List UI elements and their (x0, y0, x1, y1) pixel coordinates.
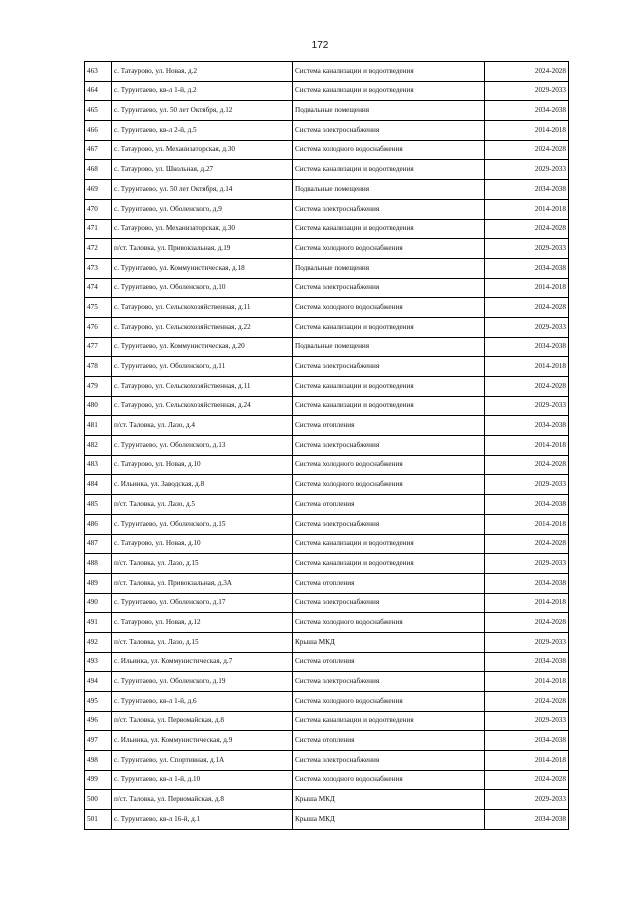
address-cell: с. Ильинка, ул. Коммунистическая, д.9 (112, 731, 293, 751)
table-row (85, 652, 569, 672)
period-cell: 2014-2018 (485, 357, 569, 377)
system-cell: Система отопления (293, 652, 485, 672)
system-cell: Система отопления (293, 416, 485, 436)
table-row (85, 62, 569, 82)
address-cell: с. Турунтаево, кв-л 1-й, д.6 (112, 692, 293, 712)
period-cell: 2034-2038 (485, 731, 569, 751)
address-cell: п/ст. Таловка, ул. Лазо, д.5 (112, 495, 293, 515)
table-row (85, 180, 569, 200)
table-row (85, 101, 569, 121)
address-cell: п/ст. Таловка, ул. Лазо, д.15 (112, 554, 293, 574)
system-cell: Система холодного водоснабжения (293, 140, 485, 160)
table-row (85, 790, 569, 810)
row-number-cell: 471 (85, 219, 112, 239)
row-number-cell: 499 (85, 770, 112, 790)
row-number-cell: 479 (85, 377, 112, 397)
row-number-cell: 484 (85, 475, 112, 495)
row-number-cell: 472 (85, 239, 112, 259)
period-cell: 2029-2033 (485, 711, 569, 731)
address-cell: с. Татаурово, ул. Сельскохозяйственная, д.11 (112, 377, 293, 397)
row-number-cell: 492 (85, 632, 112, 652)
table-row (85, 495, 569, 515)
period-cell: 2024-2028 (485, 534, 569, 554)
period-cell: 2024-2028 (485, 455, 569, 475)
address-cell: с. Татаурово, ул. Новая, д.10 (112, 455, 293, 475)
row-number-cell: 477 (85, 337, 112, 357)
address-cell: с. Турунтаево, ул. Оболенского, д.19 (112, 672, 293, 692)
period-cell: 2029-2033 (485, 790, 569, 810)
period-cell: 2034-2038 (485, 810, 569, 830)
row-number-cell: 487 (85, 534, 112, 554)
row-number-cell: 468 (85, 160, 112, 180)
row-number-cell: 496 (85, 711, 112, 731)
system-cell: Крыша МКД (293, 790, 485, 810)
address-cell: с. Турунтаево, кв-л 1-й, д.2 (112, 81, 293, 101)
address-cell: с. Турунтаево, ул. Коммунистическая, д.18 (112, 258, 293, 278)
system-cell: Система холодного водоснабжения (293, 613, 485, 633)
system-cell: Подвальные помещения (293, 101, 485, 121)
table-row (85, 593, 569, 613)
table-row (85, 436, 569, 456)
row-number-cell: 493 (85, 652, 112, 672)
address-cell: с. Турунтаево, ул. Оболенского, д.9 (112, 199, 293, 219)
system-cell: Система канализации и водоотведения (293, 396, 485, 416)
period-cell: 2029-2033 (485, 632, 569, 652)
table-row (85, 731, 569, 751)
address-cell: с. Татаурово, ул. Новая, д.2 (112, 62, 293, 82)
period-cell: 2014-2018 (485, 199, 569, 219)
table-row (85, 160, 569, 180)
row-number-cell: 490 (85, 593, 112, 613)
registry-table (84, 61, 569, 830)
period-cell: 2034-2038 (485, 573, 569, 593)
system-cell: Система электроснабжения (293, 278, 485, 298)
table-row (85, 416, 569, 436)
system-cell: Система электроснабжения (293, 357, 485, 377)
period-cell: 2014-2018 (485, 672, 569, 692)
table-row (85, 199, 569, 219)
table-row (85, 396, 569, 416)
row-number-cell: 463 (85, 62, 112, 82)
row-number-cell: 478 (85, 357, 112, 377)
table-row (85, 121, 569, 141)
table-row (85, 455, 569, 475)
address-cell: с. Турунтаево, ул. Оболенского, д.10 (112, 278, 293, 298)
row-number-cell: 482 (85, 436, 112, 456)
period-cell: 2034-2038 (485, 416, 569, 436)
period-cell: 2024-2028 (485, 219, 569, 239)
period-cell: 2024-2028 (485, 140, 569, 160)
address-cell: п/ст. Таловка, ул. Первомайская, д.8 (112, 711, 293, 731)
row-number-cell: 470 (85, 199, 112, 219)
table-row (85, 534, 569, 554)
system-cell: Система холодного водоснабжения (293, 475, 485, 495)
system-cell: Система холодного водоснабжения (293, 692, 485, 712)
row-number-cell: 497 (85, 731, 112, 751)
address-cell: п/ст. Таловка, ул. Лазо, д.4 (112, 416, 293, 436)
period-cell: 2024-2028 (485, 613, 569, 633)
address-cell: с. Турунтаево, ул. Оболенского, д.13 (112, 436, 293, 456)
table-row (85, 573, 569, 593)
system-cell: Система электроснабжения (293, 121, 485, 141)
table-row (85, 770, 569, 790)
system-cell: Система электроснабжения (293, 514, 485, 534)
address-cell: п/ст. Таловка, ул. Привокзальная, д.3А (112, 573, 293, 593)
period-cell: 2024-2028 (485, 62, 569, 82)
table-row (85, 632, 569, 652)
period-cell: 2034-2038 (485, 258, 569, 278)
address-cell: с. Турунтаево, ул. Спортивная, д.1А (112, 751, 293, 771)
system-cell: Система холодного водоснабжения (293, 770, 485, 790)
row-number-cell: 480 (85, 396, 112, 416)
system-cell: Система электроснабжения (293, 672, 485, 692)
period-cell: 2024-2028 (485, 770, 569, 790)
table-row (85, 672, 569, 692)
period-cell: 2014-2018 (485, 514, 569, 534)
system-cell: Система канализации и водоотведения (293, 62, 485, 82)
table-row (85, 711, 569, 731)
system-cell: Подвальные помещения (293, 180, 485, 200)
row-number-cell: 495 (85, 692, 112, 712)
table-row (85, 810, 569, 830)
period-cell: 2029-2033 (485, 160, 569, 180)
system-cell: Система канализации и водоотведения (293, 377, 485, 397)
table-row (85, 219, 569, 239)
address-cell: п/ст. Таловка, ул. Первомайская, д.8 (112, 790, 293, 810)
system-cell: Система холодного водоснабжения (293, 455, 485, 475)
system-cell: Система электроснабжения (293, 436, 485, 456)
address-cell: с. Татаурово, ул. Сельскохозяйственная, д.11 (112, 298, 293, 318)
row-number-cell: 473 (85, 258, 112, 278)
row-number-cell: 498 (85, 751, 112, 771)
system-cell: Подвальные помещения (293, 337, 485, 357)
period-cell: 2034-2038 (485, 337, 569, 357)
row-number-cell: 467 (85, 140, 112, 160)
table-row (85, 475, 569, 495)
table-row (85, 337, 569, 357)
system-cell: Система канализации и водоотведения (293, 81, 485, 101)
address-cell: п/ст. Таловка, ул. Привокзальная, д.19 (112, 239, 293, 259)
period-cell: 2029-2033 (485, 475, 569, 495)
row-number-cell: 475 (85, 298, 112, 318)
period-cell: 2024-2028 (485, 377, 569, 397)
period-cell: 2014-2018 (485, 436, 569, 456)
system-cell: Система электроснабжения (293, 593, 485, 613)
system-cell: Система электроснабжения (293, 751, 485, 771)
address-cell: с. Татаурово, ул. Сельскохозяйственная, д.24 (112, 396, 293, 416)
period-cell: 2014-2018 (485, 593, 569, 613)
system-cell: Подвальные помещения (293, 258, 485, 278)
row-number-cell: 481 (85, 416, 112, 436)
table-row (85, 692, 569, 712)
address-cell: с. Турунтаево, ул. 50 лет Октября, д.14 (112, 180, 293, 200)
system-cell: Система отопления (293, 731, 485, 751)
row-number-cell: 491 (85, 613, 112, 633)
system-cell: Система канализации и водоотведения (293, 160, 485, 180)
row-number-cell: 500 (85, 790, 112, 810)
row-number-cell: 486 (85, 514, 112, 534)
row-number-cell: 466 (85, 121, 112, 141)
address-cell: с. Турунтаево, ул. Оболенского, д.15 (112, 514, 293, 534)
address-cell: с. Турунтаево, кв-л 2-й, д.5 (112, 121, 293, 141)
page-number: 172 (311, 40, 329, 51)
row-number-cell: 465 (85, 101, 112, 121)
row-number-cell: 464 (85, 81, 112, 101)
system-cell: Система канализации и водоотведения (293, 317, 485, 337)
address-cell: с. Ильинка, ул. Коммунистическая, д.7 (112, 652, 293, 672)
system-cell: Система канализации и водоотведения (293, 219, 485, 239)
address-cell: п/ст. Таловка, ул. Лазо, д.15 (112, 632, 293, 652)
row-number-cell: 501 (85, 810, 112, 830)
system-cell: Крыша МКД (293, 810, 485, 830)
table-row (85, 751, 569, 771)
table-row (85, 613, 569, 633)
address-cell: с. Турунтаево, ул. 50 лет Октября, д.12 (112, 101, 293, 121)
period-cell: 2029-2033 (485, 239, 569, 259)
row-number-cell: 494 (85, 672, 112, 692)
table-row (85, 377, 569, 397)
address-cell: с. Турунтаево, ул. Коммунистическая, д.20 (112, 337, 293, 357)
row-number-cell: 483 (85, 455, 112, 475)
period-cell: 2034-2038 (485, 652, 569, 672)
system-cell: Система отопления (293, 573, 485, 593)
address-cell: с. Татаурово, ул. Механизаторская, д.30 (112, 140, 293, 160)
period-cell: 2014-2018 (485, 751, 569, 771)
system-cell: Крыша МКД (293, 632, 485, 652)
system-cell: Система холодного водоснабжения (293, 298, 485, 318)
period-cell: 2034-2038 (485, 495, 569, 515)
row-number-cell: 489 (85, 573, 112, 593)
table-row (85, 298, 569, 318)
address-cell: с. Татаурово, ул. Школьная, д.27 (112, 160, 293, 180)
row-number-cell: 476 (85, 317, 112, 337)
period-cell: 2024-2028 (485, 692, 569, 712)
system-cell: Система электроснабжения (293, 199, 485, 219)
period-cell: 2029-2033 (485, 554, 569, 574)
table-row (85, 317, 569, 337)
table-row (85, 81, 569, 101)
address-cell: с. Турунтаево, кв-л 1-й, д.10 (112, 770, 293, 790)
table-row (85, 140, 569, 160)
period-cell: 2034-2038 (485, 101, 569, 121)
table-row (85, 258, 569, 278)
address-cell: с. Ильинка, ул. Заводская, д.8 (112, 475, 293, 495)
system-cell: Система канализации и водоотведения (293, 711, 485, 731)
row-number-cell: 488 (85, 554, 112, 574)
address-cell: с. Турунтаево, ул. Оболенского, д.17 (112, 593, 293, 613)
system-cell: Система канализации и водоотведения (293, 534, 485, 554)
period-cell: 2029-2033 (485, 317, 569, 337)
row-number-cell: 485 (85, 495, 112, 515)
address-cell: с. Турунтаево, кв-л 16-й, д.1 (112, 810, 293, 830)
table-row (85, 357, 569, 377)
address-cell: с. Татаурово, ул. Механизаторская, д.30 (112, 219, 293, 239)
period-cell: 2029-2033 (485, 396, 569, 416)
table-row (85, 239, 569, 259)
system-cell: Система канализации и водоотведения (293, 554, 485, 574)
system-cell: Система отопления (293, 495, 485, 515)
address-cell: с. Татаурово, ул. Сельскохозяйственная, д.22 (112, 317, 293, 337)
period-cell: 2029-2033 (485, 81, 569, 101)
period-cell: 2014-2018 (485, 278, 569, 298)
address-cell: с. Татаурово, ул. Новая, д.12 (112, 613, 293, 633)
row-number-cell: 474 (85, 278, 112, 298)
period-cell: 2014-2018 (485, 121, 569, 141)
period-cell: 2034-2038 (485, 180, 569, 200)
system-cell: Система холодного водоснабжения (293, 239, 485, 259)
row-number-cell: 469 (85, 180, 112, 200)
period-cell: 2024-2028 (485, 298, 569, 318)
table-body (85, 62, 569, 830)
table-row (85, 554, 569, 574)
table-row (85, 278, 569, 298)
address-cell: с. Татаурово, ул. Новая, д.10 (112, 534, 293, 554)
table-row (85, 514, 569, 534)
address-cell: с. Турунтаево, ул. Оболенского, д.11 (112, 357, 293, 377)
